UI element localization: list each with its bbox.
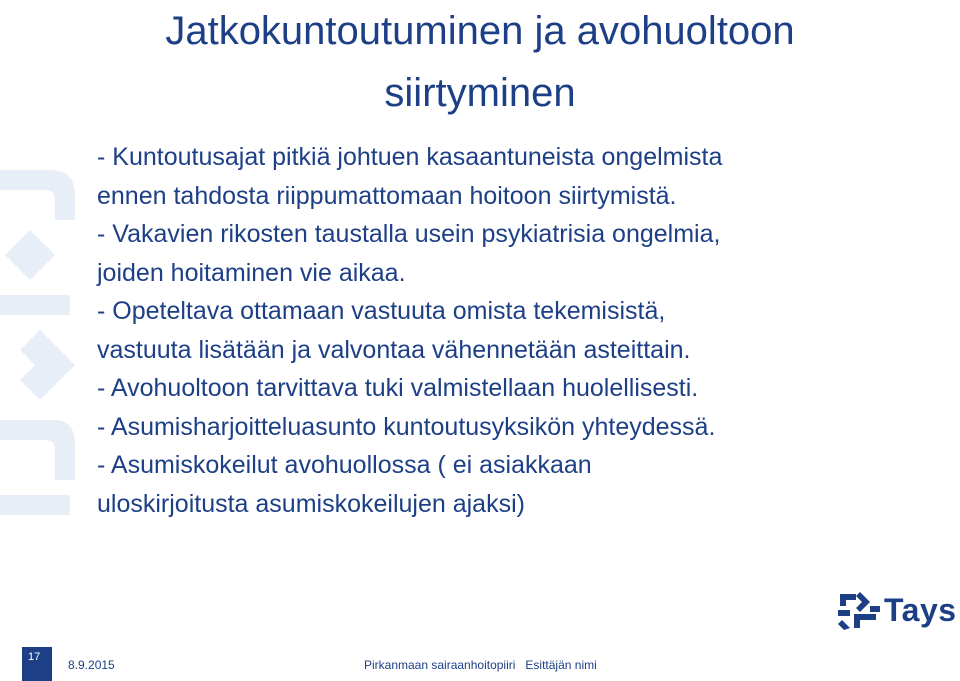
text-line: - Avohuoltoon tarvittava tuki valmistellaan huolellisesti. [97,374,699,402]
logo-text: Tays [884,592,957,628]
text-line: - Asumiskokeilut avohuollossa ( ei asiakkaan [97,451,592,479]
paragraph-rehabilitation-time [97,138,937,215]
text-line: - Vakavien rikosten taustalla usein psykiatrisia ongelmia, [97,220,721,248]
text-line: uloskirjoitusta asumiskokeilujen ajaksi) [97,489,525,518]
paragraph-housing-practice [97,408,937,447]
text-line: vastuuta lisätään ja valvontaa vähennetään asteittain. [97,335,691,364]
slide-footer [0,645,960,681]
watermark-graphic [0,160,90,540]
text-line: ennen tahdosta riippumattomaan hoitoon siirtymistä. [97,181,677,210]
footer-date: 8.9.2015 [68,658,115,672]
text-line: - Asumisharjoitteluasunto kuntoutusyksikön yhteydessä. [97,412,716,441]
title-line: siirtyminen [384,71,576,115]
paragraph-housing-trials [97,446,937,523]
footer-organization: Pirkanmaan sairaanhoitopiiri Esittäjän nimi [364,658,597,672]
slide-title [0,0,960,124]
title-line: Jatkokuntoutuminen ja avohuoltoon [165,9,795,53]
paragraph-psychiatric-problems [97,215,937,292]
text-line: - Opeteltava ottamaan vastuuta omista tekemisistä, [97,297,666,325]
slide-number: 17 [22,647,52,681]
paragraph-responsibility [97,292,937,369]
tays-logo [836,588,957,632]
body-content [97,138,937,523]
tays-logo-icon [836,588,882,632]
text-line: joiden hoitaminen vie aikaa. [97,258,406,287]
text-line: - Kuntoutusajat pitkiä johtuen kasaantuneista ongelmista [97,143,723,171]
paragraph-outpatient-support [97,369,937,408]
